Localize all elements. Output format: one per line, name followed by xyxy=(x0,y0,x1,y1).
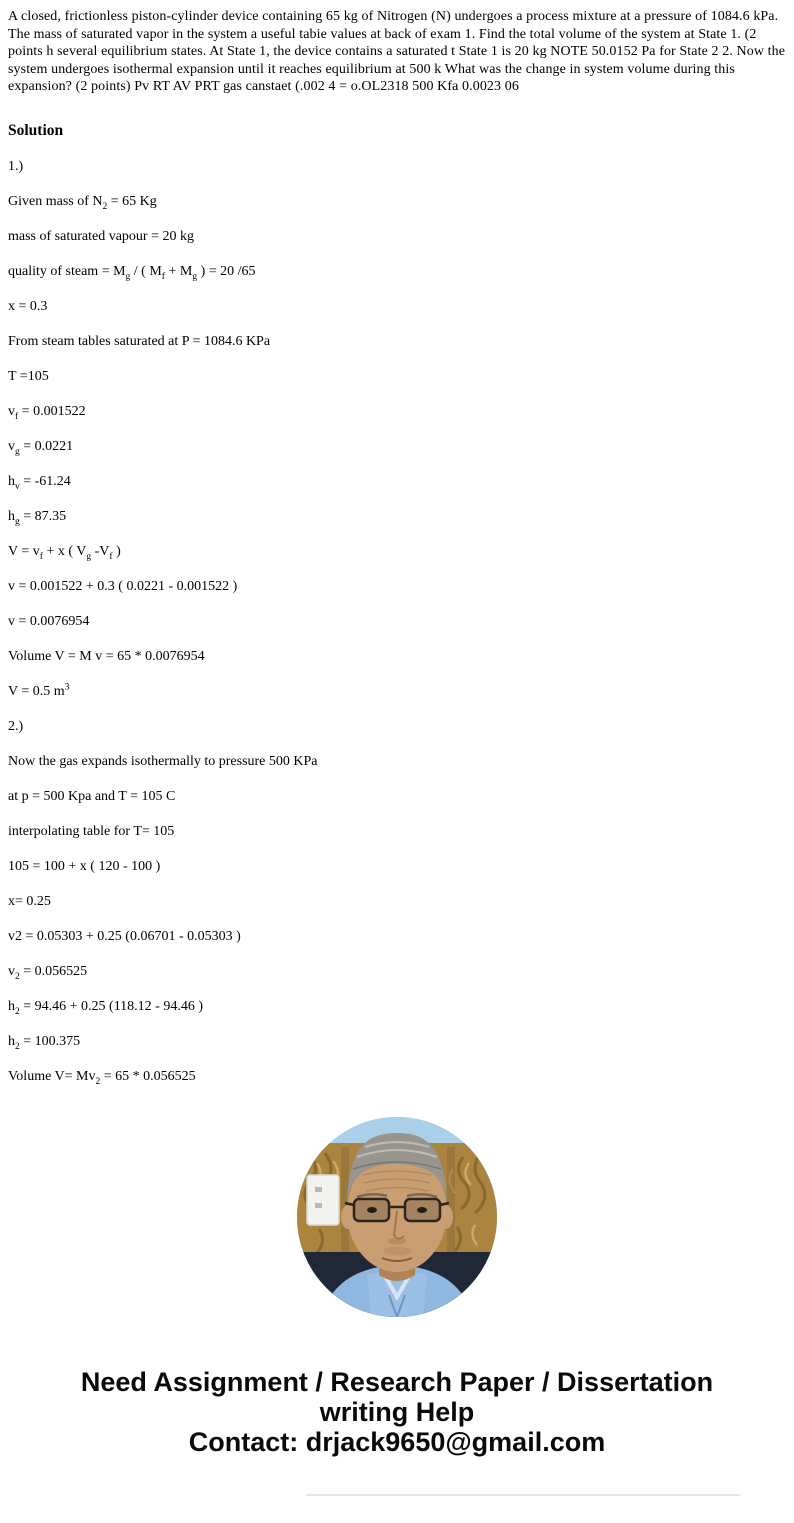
problem-statement: A closed, frictionless piston-cylinder device containing 65 kg of Nitrogen (N) undergoes a process mixture at a pressure of 1084.6 kPa. The mass of saturated vapor in the system a useful tabie values at back of exam 1. Find the total volume of the system at State 1. (2 points h several equilibrium states. At State 1, the device contains a saturated t State 1 is 20 kg NOTE 50.0152 Pa for State 2 2. Now the system undergoes isothermal expansion until it reaches equilibrium at 500 k What was the change in system volume during this expansion? (2 points) Pv RT AV PRT gas canstaet (.002 4 = o.OL2318 500 Kfa 0.0023 06 xyxy=(8,9,786,95)
solution-line: 1.) xyxy=(8,158,24,174)
solution-line: $h_2 = 94.46 + 0.25$ (118.12 - 94.46 ) xyxy=(8,998,204,1017)
solution-lines xyxy=(8,158,786,1085)
solution-line: x= 0.25 xyxy=(8,893,51,909)
solution-line: x = 0.3 xyxy=(8,298,48,314)
solution-line: interpolating table for T= 105 xyxy=(8,823,175,839)
solution-line: 105 = 100 + x ( 120 - 100 ) xyxy=(8,858,161,874)
solution-line: v = 0.0076954 xyxy=(8,613,90,629)
wall-outlet-detail xyxy=(307,1175,339,1225)
footer-line-2: writing Help xyxy=(319,1396,475,1427)
solution-line: $v_g = 0.0221$ xyxy=(8,438,74,457)
solution-line: V = 0.5 $m^3$ xyxy=(8,682,70,699)
footer-line-1: Need Assignment / Research Paper / Dissertation xyxy=(80,1366,714,1397)
solution-line: v2 = 0.05303 + 0.25 (0.06701 - 0.05303 ) xyxy=(8,928,241,944)
solution-line: Given mass of $N_2 = 65$ Kg xyxy=(8,193,157,212)
tutor-photo-illustration xyxy=(297,1117,497,1317)
solution-line: Now the gas expands isothermally to pressure 500 KPa xyxy=(8,753,318,769)
faint-divider-line xyxy=(306,1494,740,1496)
solution-line: $V = v_f + x$ ( $V_g$ $-V_f$ ) xyxy=(8,543,121,562)
solution-heading: Solution xyxy=(8,121,64,139)
solution-line: $v_2 = 0.056525$ xyxy=(8,963,88,982)
solution-line: quality of steam = $M_g$ / ( $M_f + M_g$ ) = 20 /65 xyxy=(8,263,256,282)
solution-line: From steam tables saturated at P = 1084.6 KPa xyxy=(8,333,271,349)
solution-line: $h_v = -61.24$ xyxy=(8,473,71,492)
footer-contact-email: Contact: drjack9650@gmail.com xyxy=(188,1426,606,1457)
solution-line: v = 0.001522 + 0.3 ( 0.0221 - 0.001522 ) xyxy=(8,578,238,594)
solution-line: $h_2 = 100.375$ xyxy=(8,1033,81,1052)
solution-line: Volume V = M v = 65 * 0.0076954 xyxy=(8,648,205,664)
advertisement-footer xyxy=(8,1367,786,1457)
solution-line: $h_g = 87.35$ xyxy=(8,508,67,527)
tutor-photo xyxy=(297,1117,497,1317)
solution-line: 2.) xyxy=(8,718,24,734)
solution-line: T =105 xyxy=(8,368,49,384)
solution-line: mass of saturated vapour = 20 kg xyxy=(8,228,194,244)
solution-line: $v_f = 0.001522$ xyxy=(8,403,86,422)
solution-line: at p = 500 Kpa and T = 105 C xyxy=(8,788,176,804)
solution-line: Volume $V= Mv_2 = 65 * 0.056525$ xyxy=(8,1068,196,1087)
